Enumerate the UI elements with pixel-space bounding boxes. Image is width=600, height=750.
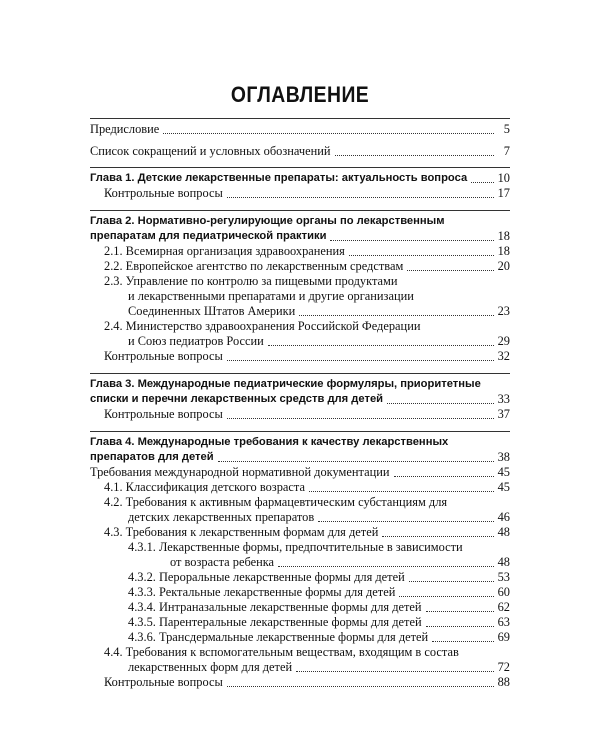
chapter-title: списки и перечни лекарственных средств для детей (90, 393, 384, 405)
page-number: 63 (497, 615, 510, 629)
toc-entry-preface[interactable] (90, 122, 510, 137)
dot-leader (432, 641, 494, 642)
dot-leader (227, 360, 494, 361)
toc-entry-requirements[interactable] (90, 465, 510, 480)
chapter-title: препаратов для детей (90, 451, 214, 463)
entry-title: 4.3.4. Интраназальные лекарственные формы для детей (128, 600, 422, 614)
page-number: 45 (497, 465, 510, 479)
toc-entry-chapter-4[interactable] (90, 450, 510, 465)
section-title-line: 2.3. Управление по контролю за пищевыми продуктами (104, 274, 398, 288)
page-number: 48 (497, 555, 510, 569)
toc-entry-section-4-4[interactable] (90, 660, 510, 675)
toc-entry-questions[interactable] (90, 675, 510, 690)
toc-entry-section-4-3-1[interactable] (90, 555, 510, 570)
toc-entry-section-2-2[interactable] (90, 259, 510, 274)
toc-entry-chapter-3[interactable] (90, 392, 510, 407)
page-number: 88 (497, 675, 510, 689)
dot-leader (278, 566, 494, 567)
entry-title: лекарственных форм для детей (128, 660, 293, 674)
dot-leader (407, 270, 494, 271)
page-number: 62 (497, 600, 510, 614)
page-number: 38 (497, 450, 510, 464)
section-title-line: 2.4. Министерство здравоохранения Российской Федерации (104, 319, 421, 333)
toc-entry-section-2-3[interactable] (90, 304, 510, 319)
toc-entry-section-4-1[interactable] (90, 480, 510, 495)
entry-title: от возраста ребенка (170, 555, 275, 569)
toc-entry-chapter-1[interactable] (90, 171, 510, 186)
page-number: 32 (497, 349, 510, 363)
section-title-line: 4.3.1. Лекарственные формы, предпочтительные в зависимости (128, 540, 463, 554)
dot-leader (227, 197, 494, 198)
dot-leader (409, 581, 494, 582)
entry-title: Контрольные вопросы (104, 349, 223, 363)
entry-title: 4.3.6. Трансдермальные лекарственные формы для детей (128, 630, 429, 644)
page-number: 18 (497, 244, 510, 258)
entry-title: 2.1. Всемирная организация здравоохранения (104, 244, 345, 258)
toc-entry-section-4-3-3[interactable] (90, 585, 510, 600)
toc-entry-section-4-3[interactable] (90, 525, 510, 540)
entry-title: 2.2. Европейское агентство по лекарственным средствам (104, 259, 404, 273)
toc-entry-section-4-3-6[interactable] (90, 630, 510, 645)
toc-entry-questions[interactable] (90, 407, 510, 422)
entry-title: Контрольные вопросы (104, 675, 223, 689)
toc-entry-chapter-2[interactable] (90, 229, 510, 244)
entry-title: Соединенных Штатов Америки (128, 304, 296, 318)
page-number: 69 (497, 630, 510, 644)
page-number: 48 (497, 525, 510, 539)
page-number: 29 (497, 334, 510, 348)
toc-entry-section-2-4[interactable] (90, 334, 510, 349)
dot-leader (227, 686, 494, 687)
toc-entry-section-4-2[interactable] (90, 510, 510, 525)
page-number: 46 (497, 510, 510, 524)
section-title-line: 4.4. Требования к вспомогательным веществам, входящим в состав (104, 645, 459, 659)
entry-title: Предисловие (90, 122, 160, 136)
chapter-title: Глава 1. Детские лекарственные препараты: актуальность вопроса (90, 172, 468, 184)
page-number: 5 (503, 122, 510, 136)
dot-leader (399, 596, 494, 597)
chapter-title: препаратам для педиатрической практики (90, 230, 327, 242)
chapter-title-line: Глава 3. Международные педиатрические формуляры, приоритетные (90, 378, 481, 390)
entry-title: 4.3.2. Пероральные лекарственные формы для детей (128, 570, 405, 584)
dot-leader (349, 255, 494, 256)
dot-leader (318, 521, 494, 522)
table-of-contents (90, 118, 510, 690)
page-number: 45 (497, 480, 510, 494)
dot-leader (426, 611, 494, 612)
page-number: 10 (497, 171, 510, 185)
chapter-title-line: Глава 2. Нормативно-регулирующие органы по лекарственным (90, 215, 445, 227)
dot-leader (330, 240, 494, 241)
entry-title: 4.1. Классификация детского возраста (104, 480, 305, 494)
toc-entry-section-4-3-5[interactable] (90, 615, 510, 630)
dot-leader (268, 345, 494, 346)
section-title-line: 4.2. Требования к активным фармацевтическим субстанциям для (104, 495, 448, 509)
page-number: 33 (497, 392, 510, 406)
dot-leader (309, 491, 494, 492)
page-number: 60 (497, 585, 510, 599)
toc-entry-questions[interactable] (90, 349, 510, 364)
entry-title: Требования международной нормативной документации (90, 465, 390, 479)
dot-leader (335, 155, 494, 156)
page-title: ОГЛАВЛЕНИЕ (230, 82, 370, 107)
section-title-line: и лекарственными препаратами и другие организации (128, 289, 414, 303)
toc-entry-section-4-3-4[interactable] (90, 600, 510, 615)
toc-entry-abbreviations[interactable] (90, 144, 510, 159)
dot-leader (163, 133, 494, 134)
toc-entry-section-2-1[interactable] (90, 244, 510, 259)
entry-title: Список сокращений и условных обозначений (90, 144, 331, 158)
dot-leader (426, 626, 494, 627)
chapter-title-line: Глава 4. Международные требования к качеству лекарственных (90, 436, 449, 448)
page-number: 37 (497, 407, 510, 421)
page-number: 53 (497, 570, 510, 584)
toc-entry-questions[interactable] (90, 186, 510, 201)
entry-title: детских лекарственных препаратов (128, 510, 315, 524)
entry-title: 4.3.5. Парентеральные лекарственные формы для детей (128, 615, 422, 629)
dot-leader (299, 315, 494, 316)
page-number: 18 (497, 229, 510, 243)
entry-title: 4.3.3. Ректальные лекарственные формы для детей (128, 585, 396, 599)
dot-leader (227, 418, 494, 419)
entry-title: Контрольные вопросы (104, 186, 223, 200)
entry-title: 4.3. Требования к лекарственным формам для детей (104, 525, 379, 539)
dot-leader (394, 476, 495, 477)
entry-title: Контрольные вопросы (104, 407, 223, 421)
toc-entry-section-4-3-2[interactable] (90, 570, 510, 585)
dot-leader (218, 461, 494, 462)
page-number: 17 (497, 186, 510, 200)
entry-title: и Союз педиатров России (128, 334, 264, 348)
dot-leader (382, 536, 494, 537)
dot-leader (387, 403, 494, 404)
page-number: 23 (497, 304, 510, 318)
page-number: 72 (497, 660, 510, 674)
dot-leader (296, 671, 494, 672)
dot-leader (471, 182, 494, 183)
page-number: 20 (497, 259, 510, 273)
page-number: 7 (503, 144, 510, 158)
